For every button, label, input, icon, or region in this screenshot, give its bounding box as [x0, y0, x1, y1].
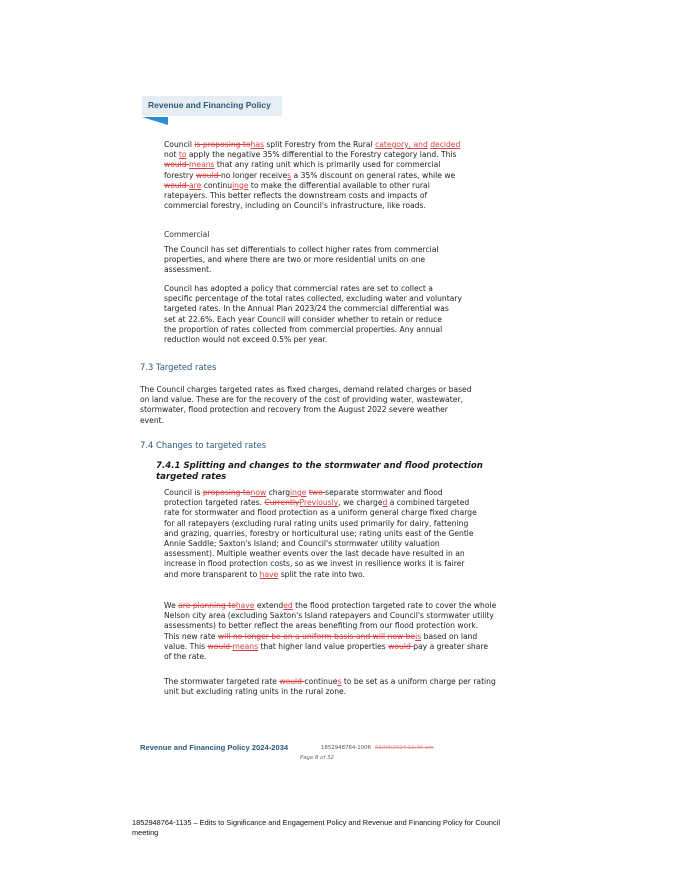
text-run: , we charge — [338, 498, 383, 508]
inserted-text: means — [189, 160, 215, 170]
text-run: The Council has set differentials to collect higher rates from commercial — [164, 245, 439, 254]
subsection-heading-line: targeted rates — [156, 472, 227, 482]
deleted-text: are planning to — [178, 601, 236, 610]
text-line — [164, 621, 496, 631]
text-run: to be set as a uniform charge per rating — [341, 677, 496, 686]
text-run: specific percentage of the total rates collected, excluding water and voluntary — [164, 294, 462, 304]
text-line — [164, 245, 439, 255]
text-run: that any rating unit which is primarily used for commercial — [214, 160, 441, 170]
text-run: on land value. These are for the recovery of the cost of providing water, wastewater, — [140, 395, 463, 405]
text-run: for all ratepayers (excluding rural rating units used primarily for dairy, fattening — [164, 518, 469, 528]
text-line — [164, 539, 477, 549]
text-run: stormwater, flood protection and recovery from the August 2022 severe weather — [140, 405, 448, 415]
text-run: rate for stormwater and flood protection as a uniform general charge fixed charge — [164, 508, 477, 518]
text-run: and more transparent to — [164, 569, 260, 579]
inserted-text: d — [382, 498, 388, 508]
text-line — [164, 160, 460, 170]
text-run: the flood protection targeted rate to cover the whole — [292, 601, 497, 610]
text-line — [164, 335, 462, 345]
text-run: value. This — [164, 641, 208, 651]
text-line — [140, 385, 472, 395]
text-line — [164, 559, 477, 569]
text-run: and grazing, quarries, forestry or horticultural use; rating units east of the Gentle — [164, 528, 474, 538]
text-line — [164, 191, 460, 201]
bottom-note-line: 1852948764-1135 – Edits to Significance and Engagement Policy and Revenue and Financing Policy for Council — [132, 818, 500, 827]
text-run: that higher land value properties — [258, 641, 389, 651]
text-line — [164, 255, 439, 265]
text-line — [164, 601, 496, 611]
text-run: continu — [201, 180, 233, 190]
text-run: Council is — [164, 488, 203, 497]
text-run: split the rate into two. — [278, 569, 365, 579]
inserted-text: category, and — [375, 140, 428, 149]
text-run: the proportion of rates collected from commercial properties. Any annual — [164, 324, 443, 334]
text-run: forestry — [164, 170, 196, 180]
text-line — [164, 488, 477, 498]
section-heading-7-4: 7.4 Changes to targeted rates — [140, 440, 267, 450]
deleted-text: would — [195, 170, 221, 180]
inserted-text: decided — [430, 140, 461, 149]
inserted-text: inge — [290, 488, 307, 497]
text-run: Nelson city area (excluding Saxton's Island ratepayers and Council's stormwater utility — [164, 611, 494, 621]
text-line — [164, 315, 462, 325]
text-run: The Council charges targeted rates as fixed charges, demand related charges or based — [140, 385, 472, 394]
text-line — [164, 498, 477, 508]
text-run: ratepayers. This better reflects the downstream costs and impacts of — [164, 191, 428, 201]
text-line — [164, 171, 460, 181]
text-line — [164, 652, 496, 662]
deleted-text: would — [279, 677, 305, 686]
text-run: charg — [266, 488, 291, 497]
text-run: not — [164, 150, 179, 160]
deleted-text: two — [308, 488, 326, 497]
text-run: This new rate — [164, 631, 218, 641]
inserted-text: Previously — [299, 498, 339, 508]
subsection-heading-7-4-1 — [156, 461, 483, 483]
inserted-text: s — [287, 170, 292, 180]
text-line — [164, 570, 477, 580]
commercial-subheading: Commercial — [164, 230, 210, 239]
footer-document-ref: 1852948764-1006 — [321, 745, 371, 751]
inserted-text: to — [178, 150, 187, 160]
text-run: set at 22.6%. Each year Council will consider whether to retain or reduce — [164, 314, 442, 324]
text-run: The stormwater targeted rate — [164, 677, 280, 686]
inserted-text: have — [259, 569, 279, 579]
text-run: commercial forestry, including on Council's infrastructure, like roads. — [164, 201, 426, 211]
inserted-text: is — [415, 631, 422, 641]
text-line — [164, 529, 477, 539]
subsection-heading-line: 7.4.1 Splitting and changes to the stormwater and flood protection — [156, 461, 483, 471]
text-run: protection targeted rates. — [164, 498, 265, 508]
text-line — [164, 181, 460, 191]
footer-page-number: Page 8 of 32 — [300, 755, 334, 761]
section-heading-7-3: 7.3 Targeted rates — [140, 362, 217, 372]
text-run: pay a greater share — [413, 641, 488, 651]
deleted-text: Currently — [264, 498, 300, 508]
inserted-text: now — [250, 488, 267, 497]
text-line — [164, 508, 477, 518]
text-run: unit but excluding rating units in the rural zone. — [164, 687, 347, 697]
footer-date: 03/03/2024 11:35 am — [375, 745, 434, 751]
text-run: separate stormwater and flood — [325, 488, 443, 497]
paragraph-stormwater-uniform — [164, 677, 496, 697]
text-line — [164, 687, 496, 697]
text-line — [164, 265, 439, 275]
deleted-text: will no longer be on a uniform basis and will now be — [217, 631, 416, 641]
text-run: continue — [304, 677, 338, 686]
paragraph-commercial-differentials — [164, 245, 439, 276]
text-run: to make the differential available to other rural — [248, 180, 430, 190]
deleted-text: would — [164, 180, 190, 190]
text-run: properties, and where there are two or more residential units on one — [164, 255, 426, 265]
text-line — [164, 642, 496, 652]
text-line — [140, 405, 472, 415]
bottom-note-line: meeting — [132, 828, 159, 837]
deleted-text: would — [388, 641, 414, 651]
inserted-text: s — [337, 677, 342, 686]
text-run: Annie Saddle; Saxton's Island; and Council's stormwater utility valuation — [164, 539, 440, 549]
deleted-text: is proposing to — [194, 140, 251, 149]
paragraph-stormwater-split — [164, 488, 477, 580]
text-run: of the rate. — [164, 652, 207, 662]
text-line — [140, 416, 472, 426]
text-run: targeted rates. In the Annual Plan 2023/24 the commercial differential was — [164, 304, 449, 314]
text-line — [164, 201, 460, 211]
deleted-text: proposing to — [202, 488, 251, 497]
text-run: assessment). Multiple weather events over the last decade have resulted in an — [164, 549, 465, 559]
inserted-text: inge — [232, 180, 249, 190]
paragraph-forestry — [164, 140, 460, 211]
text-line — [164, 632, 496, 642]
text-run: split Forestry from the Rural — [263, 140, 376, 149]
text-run: We — [164, 601, 179, 610]
text-line — [164, 304, 462, 314]
text-line — [164, 325, 462, 335]
text-run: Council has adopted a policy that commercial rates are set to collect a — [164, 284, 433, 293]
inserted-text: are — [189, 180, 202, 190]
header-title: Revenue and Financing Policy — [148, 100, 271, 110]
deleted-text: would — [207, 641, 233, 651]
deleted-text: would — [164, 160, 190, 170]
text-run: event. — [140, 415, 165, 425]
paragraph-flood-protection — [164, 601, 496, 662]
text-run: Council — [164, 140, 195, 149]
text-run: increase in flood protection costs, so as we invest in resilience works it is fairer — [164, 559, 465, 569]
paragraph-targeted-rates — [140, 385, 472, 426]
text-line — [164, 150, 460, 160]
inserted-text: means — [232, 641, 259, 651]
footer-title: Revenue and Financing Policy 2024-2034 — [140, 743, 289, 752]
inserted-text: ed — [283, 601, 293, 610]
header-accent-tab — [142, 117, 168, 125]
text-run: apply the negative 35% differential to the Forestry category land. This — [186, 150, 457, 160]
text-line — [164, 519, 477, 529]
text-line — [164, 549, 477, 559]
text-run: based on land — [421, 631, 478, 641]
text-run: no longer receive — [220, 170, 288, 180]
text-line — [164, 284, 462, 294]
text-line — [164, 140, 460, 150]
text-run: assessments) to better reflect the areas benefiting from our flood protection work. — [164, 621, 479, 631]
text-line — [140, 395, 472, 405]
text-run: a combined targeted — [387, 498, 470, 508]
inserted-text: has — [250, 140, 264, 149]
bottom-note — [132, 818, 500, 838]
paragraph-commercial-policy — [164, 284, 462, 345]
text-run: extend — [254, 601, 284, 610]
text-run: reduction would not exceed 0.5% per year. — [164, 335, 328, 345]
text-line — [164, 611, 496, 621]
text-run: a 35% discount on general rates, while we — [291, 170, 456, 180]
text-run: assessment. — [164, 265, 212, 275]
text-line — [164, 677, 496, 687]
inserted-text: have — [235, 601, 255, 610]
text-line — [164, 294, 462, 304]
